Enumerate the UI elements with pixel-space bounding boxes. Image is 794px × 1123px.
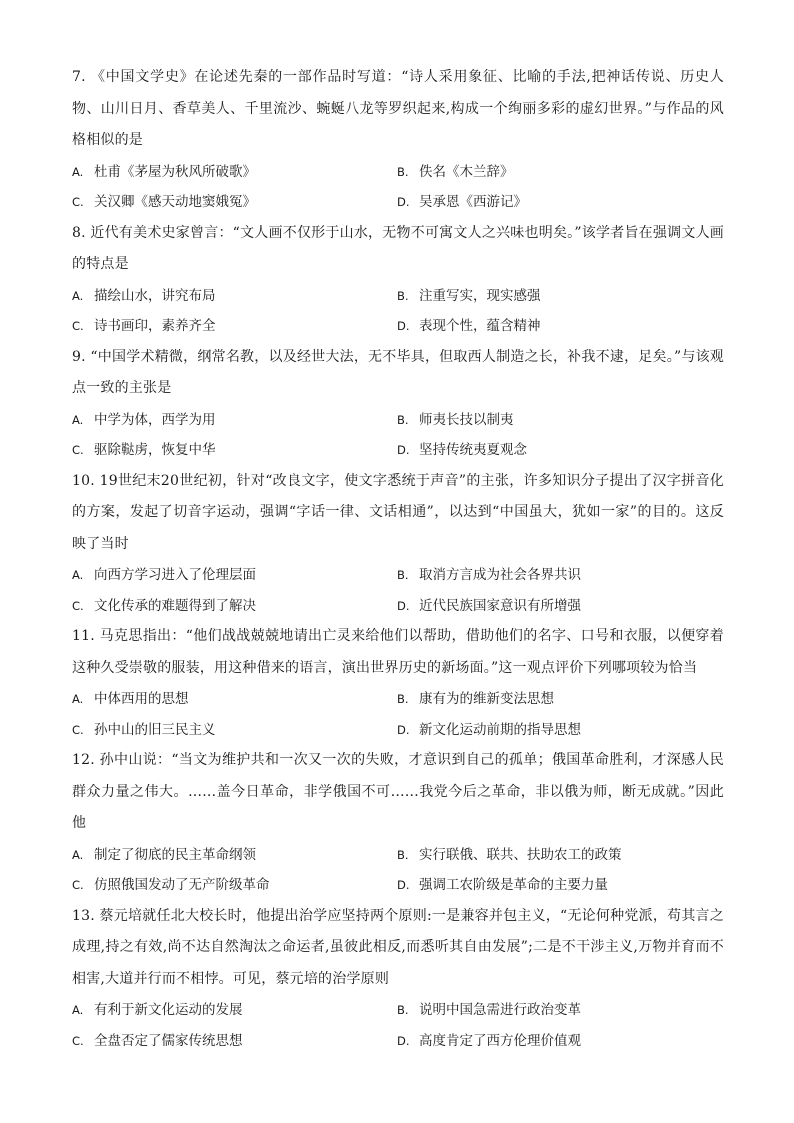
answer-option	[397, 684, 724, 715]
answer-option	[397, 591, 724, 622]
option-letter: D.	[397, 195, 410, 209]
option-letter: C.	[72, 443, 84, 457]
question-block	[72, 901, 724, 1057]
answer-option	[72, 995, 397, 1026]
option-letter: B.	[397, 164, 409, 179]
option-text: 驱除鞑虏，恢复中华	[94, 442, 216, 458]
answer-options	[72, 840, 724, 901]
option-letter: B.	[397, 1003, 409, 1017]
answer-options	[72, 281, 724, 342]
option-text: 强调工农阶级是革命的主要力量	[419, 877, 608, 893]
option-text: 近代民族国家意识有所增强	[419, 597, 581, 614]
option-text: 取消方言成为社会各界共识	[419, 567, 581, 583]
option-letter: A.	[72, 288, 84, 303]
question-block	[72, 218, 724, 342]
option-letter: A.	[72, 847, 84, 862]
answer-option	[397, 435, 724, 466]
option-letter: D.	[397, 598, 410, 613]
option-text: 佚名《木兰辞》	[419, 163, 514, 180]
option-text: 孙中山的旧三民主义	[94, 721, 216, 738]
answer-option	[72, 840, 397, 871]
option-letter: D.	[397, 319, 410, 333]
question-stem: 13. 蔡元培就任北大校长时，他提出治学应坚持两个原则:一是兼容并包主义，“无论何种党派，苟其言之成理,持之有效,尚不达自然淘汰之命运者,虽彼此相反,而悉听其自由发展”;二是不干涉主义,万物并育而不相害,大道并行而不相悖。可见，蔡元培的治学原则	[72, 907, 724, 987]
answer-option	[397, 715, 724, 746]
option-letter: A.	[72, 568, 84, 582]
option-text: 诗书画印，素养齐全	[94, 318, 216, 334]
answer-option	[72, 157, 397, 188]
option-text: 吴承恩《西游记》	[419, 194, 527, 210]
option-text: 新文化运动前期的指导思想	[419, 721, 581, 738]
option-letter: B.	[397, 568, 409, 582]
option-text: 注重写实，现实感强	[419, 287, 541, 304]
answer-option	[397, 311, 724, 342]
question-stem: 12. 孙中山说：“当文为维护共和一次又一次的失败，才意识到自己的孤单；俄国革命胜利，才深感人民群众力量之伟大。……盖今日革命，非学俄国不可……我党今后之革命，非以俄为师，断无成就。”因此他	[72, 752, 724, 831]
answer-option	[72, 311, 397, 342]
option-text: 向西方学习进入了伦理层面	[94, 567, 256, 583]
answer-option	[397, 405, 724, 436]
option-text: 表现个性，蕴含精神	[419, 318, 541, 334]
answer-option	[72, 187, 397, 218]
answer-option	[72, 684, 397, 715]
option-text: 文化传承的难题得到了解决	[94, 597, 256, 614]
answer-option	[72, 281, 397, 312]
option-letter: D.	[397, 1033, 410, 1048]
answer-option	[72, 715, 397, 746]
answer-option	[397, 560, 724, 591]
answer-option	[72, 591, 397, 622]
question-block	[72, 621, 724, 745]
option-text: 关汉卿《感天动地窦娥冤》	[94, 194, 256, 210]
answer-option	[397, 187, 724, 218]
option-text: 描绘山水，讲究布局	[94, 287, 216, 304]
answer-option	[72, 1026, 397, 1057]
answer-option	[72, 435, 397, 466]
option-letter: D.	[397, 722, 410, 737]
option-letter: C.	[72, 1033, 84, 1048]
question-block	[72, 466, 724, 622]
option-text: 仿照俄国发动了无产阶级革命	[94, 877, 270, 893]
option-text: 中学为体，西学为用	[94, 411, 216, 428]
question-block	[72, 745, 724, 901]
answer-options	[72, 995, 724, 1056]
option-text: 制定了彻底的民主革命纲领	[94, 846, 256, 863]
answer-options	[72, 157, 724, 218]
exam-page	[72, 62, 724, 1056]
option-letter: B.	[397, 412, 409, 427]
answer-options	[72, 684, 724, 745]
answer-option	[397, 870, 724, 901]
question-block	[72, 342, 724, 466]
option-letter: A.	[72, 412, 84, 427]
answer-option	[397, 840, 724, 871]
option-text: 说明中国急需进行政治变革	[419, 1002, 581, 1018]
question-stem: 10. 19世纪末20世纪初，针对“改良文字，使文字悉统于声音”的主张，许多知识分子提出了汉字拼音化的方案，发起了切音字运动，强调“字话一律、文话相通”，以达到“中国虽大，犹如一家”的目的。这反映了当时	[72, 472, 724, 552]
option-text: 康有为的维新变法思想	[419, 691, 554, 707]
option-letter: A.	[72, 692, 84, 706]
option-letter: A.	[72, 1003, 84, 1017]
option-text: 坚持传统夷夏观念	[419, 442, 527, 458]
answer-option	[72, 870, 397, 901]
answer-options	[72, 560, 724, 621]
option-text: 师夷长技以制夷	[419, 411, 514, 428]
answer-option	[397, 995, 724, 1026]
option-letter: A.	[72, 164, 84, 179]
question-stem: 8. 近代有美术史家曾言：“文人画不仅形于山水，无物不可寓文人之兴味也明矣。”该学者旨在强调文人画的特点是	[72, 224, 724, 272]
answer-option	[72, 560, 397, 591]
option-letter: B.	[397, 847, 409, 862]
option-letter: C.	[72, 878, 84, 892]
option-letter: C.	[72, 722, 84, 737]
answer-option	[397, 157, 724, 188]
option-text: 中体西用的思想	[94, 691, 189, 707]
question-stem: 11. 马克思指出：“他们战战兢兢地请出亡灵来给他们以帮助，借助他们的名字、口号和衣服，以便穿着这种久受崇敬的服装，用这种借来的语言，演出世界历史的新场面。”这一观点评价下列哪项较为恰当	[72, 628, 724, 676]
option-letter: B.	[397, 692, 409, 706]
question-stem: 9. “中国学术精微，纲常名教，以及经世大法，无不毕具，但取西人制造之长，补我不逮，足矣。”与该观点一致的主张是	[72, 348, 724, 396]
option-text: 实行联俄、联共、扶助农工的政策	[419, 846, 622, 863]
option-letter: D.	[397, 878, 410, 892]
option-letter: D.	[397, 443, 410, 457]
option-text: 高度肯定了西方伦理价值观	[419, 1032, 581, 1049]
question-block	[72, 62, 724, 218]
option-text: 杜甫《茅屋为秋风所破歌》	[94, 163, 256, 180]
option-text: 全盘否定了儒家传统思想	[94, 1032, 243, 1049]
option-letter: C.	[72, 598, 84, 613]
answer-option	[397, 1026, 724, 1057]
question-stem: 7. 《中国文学史》在论述先秦的一部作品时写道：“诗人采用象征、比喻的手法,把神话传说、历史人物、山川日月、香草美人、千里流沙、蜿蜒八龙等罗织起来,构成一个绚丽多彩的虚幻世界。”与作品的风格相似的是	[72, 69, 724, 148]
answer-option	[397, 281, 724, 312]
answer-option	[72, 405, 397, 436]
option-letter: B.	[397, 288, 409, 303]
option-letter: C.	[72, 319, 84, 333]
answer-options	[72, 405, 724, 466]
option-text: 有利于新文化运动的发展	[94, 1002, 243, 1018]
option-letter: C.	[72, 195, 84, 209]
